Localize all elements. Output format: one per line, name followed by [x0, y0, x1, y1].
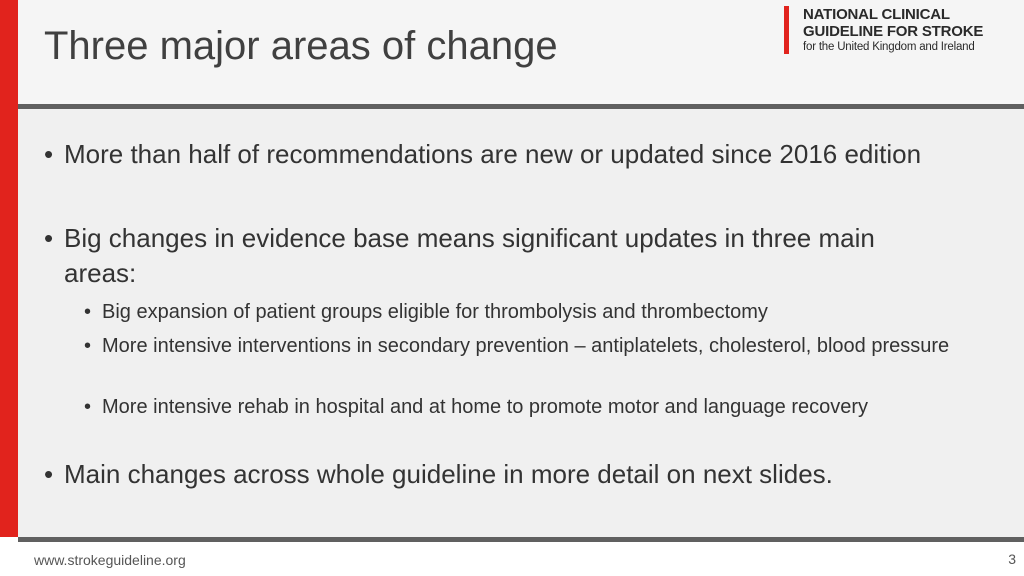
sub-bullet-item — [84, 333, 984, 360]
guideline-logo — [784, 6, 1020, 56]
bullet-icon: • — [84, 396, 92, 418]
sub-bullet-item — [84, 394, 984, 421]
logo-red-bar — [784, 6, 789, 54]
bullet-text: More intensive interventions in secondary prevention – antiplatelets, cholesterol, blood pressure — [102, 335, 950, 357]
bullet-icon: • — [44, 223, 54, 253]
bullet-icon: • — [84, 301, 92, 323]
bullet-text: Big changes in evidence base means significant updates in three main areas: — [64, 223, 875, 288]
page-number: 3 — [1008, 551, 1016, 567]
left-accent-bar — [0, 0, 18, 537]
bullet-icon: • — [84, 335, 92, 357]
slide-header — [0, 0, 1024, 104]
bullet-item — [44, 137, 944, 172]
bullet-text: Main changes across whole guideline in more detail on next slides. — [64, 459, 833, 489]
logo-line-3: for the United Kingdom and Ireland — [803, 41, 975, 53]
bullet-icon: • — [44, 459, 54, 489]
slide-content — [18, 109, 1024, 537]
logo-line-1: NATIONAL CLINICAL — [803, 6, 950, 23]
bullet-text: More intensive rehab in hospital and at home to promote motor and language recovery — [102, 396, 869, 418]
bullet-text: Big expansion of patient groups eligible for thrombolysis and thrombectomy — [102, 301, 768, 323]
sub-bullet-item — [84, 299, 984, 326]
slide-title: Three major areas of change — [44, 24, 558, 68]
bullet-item — [44, 221, 944, 291]
bullet-item — [44, 457, 944, 492]
website-url: www.strokeguideline.org — [34, 552, 186, 568]
bullet-icon: • — [44, 139, 54, 169]
bullet-text: More than half of recommendations are new or updated since 2016 edition — [64, 139, 922, 169]
logo-line-2: GUIDELINE FOR STROKE — [803, 23, 984, 40]
slide-footer — [0, 542, 1024, 576]
